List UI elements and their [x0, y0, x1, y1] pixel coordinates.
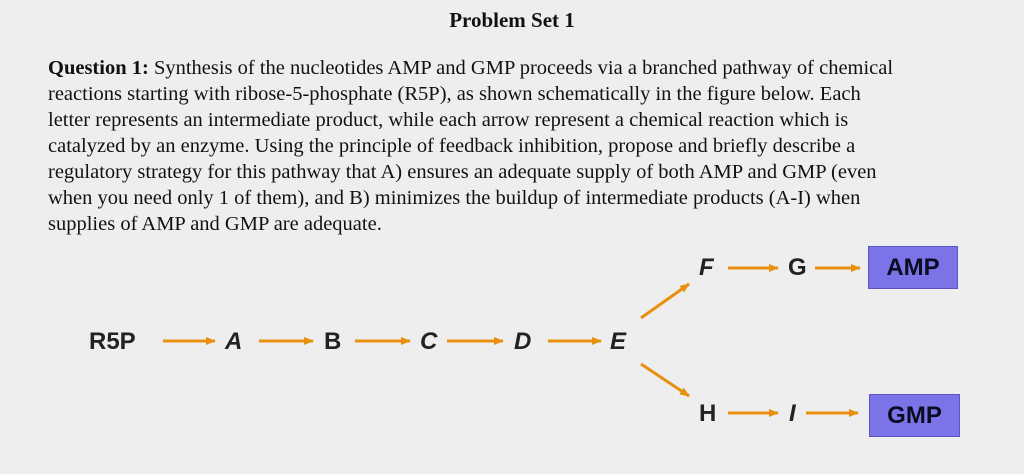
arrow-e-h [641, 364, 689, 396]
product-gmp-box: GMP [869, 394, 960, 437]
node-e: E [610, 328, 627, 355]
question-line-7: supplies of AMP and GMP are adequate. [48, 213, 382, 235]
node-h: H [699, 400, 717, 427]
question-line-5: regulatory strategy for this pathway that A) ensures an adequate supply of both AMP and GMP (even [48, 161, 877, 183]
question-line-3: letter represents an intermediate product, while each arrow represent a chemical reaction which is [48, 109, 849, 131]
question-line-1: Question 1: Synthesis of the nucleotides AMP and GMP proceeds via a branched pathway of chemical [48, 57, 894, 79]
question-label: Question 1: [48, 57, 149, 79]
node-d: D [514, 328, 532, 355]
node-a: A [225, 328, 243, 355]
question-line-4: catalyzed by an enzyme. Using the principle of feedback inhibition, propose and briefly describe a [48, 135, 856, 157]
page-title: Problem Set 1 [449, 8, 575, 32]
node-f: F [699, 254, 714, 281]
arrow-e-f [641, 284, 689, 318]
question-line-2: reactions starting with ribose-5-phosphate (R5P), as shown schematically in the figure below. Each [48, 83, 861, 105]
question-line-6: when you need only 1 of them), and B) minimizes the buildup of intermediate products (A-I) when [48, 187, 861, 209]
node-g: G [788, 254, 807, 281]
node-r5p: R5P [89, 328, 136, 355]
product-amp-box: AMP [868, 246, 958, 289]
node-b: B [324, 328, 342, 355]
node-c: C [420, 328, 438, 355]
node-i: I [789, 400, 796, 427]
